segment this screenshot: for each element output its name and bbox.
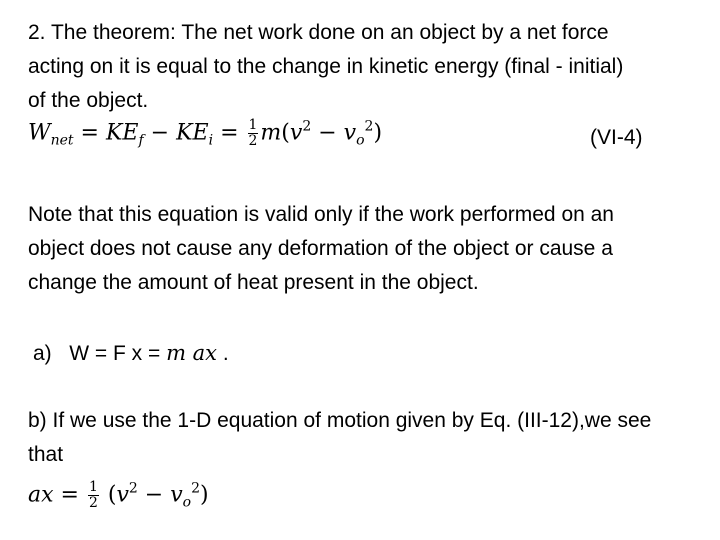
item-b-line-1: b) If we use the 1-D equation of motion given by Eq. (III-12),we see xyxy=(28,409,652,432)
equation-label: (VI-4) xyxy=(590,126,643,149)
item-b xyxy=(28,404,688,472)
note-line-3: change the amount of heat present in the object. xyxy=(28,271,479,294)
theorem-statement xyxy=(28,16,688,118)
item-a-text: W = F x = xyxy=(69,342,167,365)
theorem-line-1: 2. The theorem: The net work done on an object by a net force xyxy=(28,21,609,44)
item-a-math: m ax xyxy=(166,341,218,365)
one-half-fraction: $\frac{1}{2}$ xyxy=(248,117,258,149)
item-a-end: . xyxy=(217,342,229,365)
item-a-marker: a) xyxy=(33,342,52,365)
item-a xyxy=(33,341,229,366)
theorem-line-2: acting on it is equal to the change in kinetic energy (final - initial) xyxy=(28,55,624,78)
one-half-fraction-2: $\frac{1}{2}$ xyxy=(88,479,98,511)
work-energy-equation: $W_{net} = KE_f - KE_i$ = $\frac{1}{2}$ $m(v^2 - v_o^2)$ xyxy=(28,117,383,149)
note-line-1: Note that this equation is valid only if the work performed on an xyxy=(28,203,614,226)
theorem-line-3: of the object. xyxy=(28,89,149,112)
note-line-2: object does not cause any deformation of the object or cause a xyxy=(28,237,613,260)
note-paragraph xyxy=(28,198,688,300)
item-b-line-2: that xyxy=(28,443,64,466)
ax-equation: ax = $\frac{1}{2}$ $(v^2 - v_o^2)$ xyxy=(28,479,209,511)
